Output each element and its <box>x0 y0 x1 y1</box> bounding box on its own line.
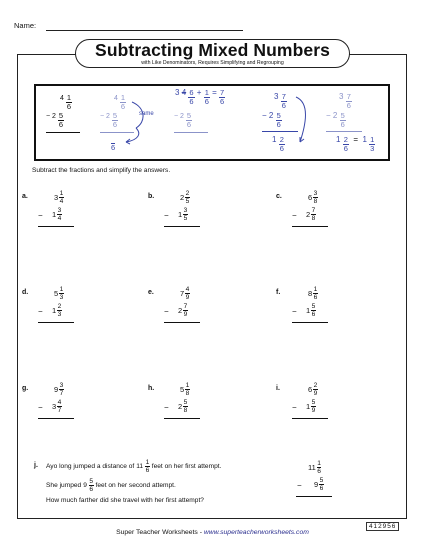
top-number: 5 $\frac{1}{8}$ <box>180 382 190 397</box>
top-number: 8 $\frac{1}{6}$ <box>308 286 318 301</box>
bottom-number: 1 $\frac{3}{5}$ <box>178 207 188 222</box>
top-number: 2 $\frac{2}{5}$ <box>180 190 190 205</box>
problem <box>164 382 212 424</box>
problem <box>164 286 212 328</box>
example-step4-bottom: − 2 $\frac{5}{6}$ <box>262 111 281 129</box>
example-step2-answer: 6 <box>111 135 115 152</box>
same-arrow-icon <box>122 100 152 146</box>
worksheet-code: 412956 <box>366 522 399 531</box>
problem <box>292 190 340 232</box>
minus-sign: − <box>292 211 297 220</box>
problem-label: a. <box>22 193 28 200</box>
problem-label: c. <box>276 193 282 200</box>
word-problem-line1: Ayo long jumped a distance of 11 $\frac{1}{6}$ feet on her first attempt. <box>46 458 222 474</box>
example-step2-bottom: − 2 $\frac{5}{6}$ <box>100 111 118 129</box>
problem <box>164 190 212 232</box>
example-step5-bottom: − 2 $\frac{5}{6}$ <box>326 111 345 129</box>
answer-line[interactable] <box>296 496 332 497</box>
top-number: 9 $\frac{3}{7}$ <box>54 382 64 397</box>
top-number: 3 $\frac{1}{4}$ <box>54 190 64 205</box>
minus-sign: − <box>164 403 169 412</box>
bottom-number: 1 $\frac{3}{4}$ <box>52 207 62 222</box>
bottom-number: 2 $\frac{7}{9}$ <box>178 303 188 318</box>
example-step4-top: 3 $\frac{7}{6}$ <box>274 92 286 110</box>
example-step4-answer: 1 $\frac{2}{6}$ <box>272 135 284 153</box>
example-step3-regroup: 3 4 $\frac{6}{6}$ + $\frac{1}{6}$ = $\frac{7}{6}$ <box>175 88 225 106</box>
bottom-number: 1 $\frac{5}{9}$ <box>306 399 316 414</box>
problem-label: f. <box>276 289 281 296</box>
problem <box>38 382 86 424</box>
minus-sign: − <box>38 403 43 412</box>
answer-line[interactable] <box>38 322 74 323</box>
problem-label: g. <box>22 385 29 392</box>
minus-sign: − <box>297 481 302 490</box>
word-problem <box>34 460 334 520</box>
minus-sign: − <box>292 403 297 412</box>
problem-label: h. <box>148 385 155 392</box>
bottom-number: 1 $\frac{5}{6}$ <box>306 303 316 318</box>
answer-line[interactable] <box>38 418 74 419</box>
problem <box>38 286 86 328</box>
answer-line[interactable] <box>38 226 74 227</box>
wp-top-number: 11 $\frac{1}{6}$ <box>308 460 321 475</box>
example-step1-top: 4 $\frac{1}{6}$ <box>60 93 72 111</box>
problem-label: d. <box>22 289 29 296</box>
word-problem-work <box>296 460 336 500</box>
answer-line[interactable] <box>292 418 328 419</box>
example-step2-top: 4 $\frac{1}{6}$ <box>114 93 126 111</box>
word-problem-question: How much farther did she travel with her first attempt? <box>46 497 204 504</box>
instructions: Subtract the fractions and simplify the answers. <box>32 167 171 174</box>
minus-sign: − <box>292 307 297 316</box>
problem <box>292 382 340 424</box>
example-box <box>34 84 390 161</box>
example-step3-line <box>174 132 208 133</box>
bottom-number: 2 $\frac{7}{8}$ <box>306 207 316 222</box>
example-step4-line <box>262 131 298 132</box>
problem-label: i. <box>276 385 280 392</box>
answer-line[interactable] <box>292 226 328 227</box>
problem <box>292 286 340 328</box>
minus-sign: − <box>164 211 169 220</box>
same-label: same <box>139 111 154 117</box>
footer-text: Super Teacher Worksheets - <box>116 529 204 536</box>
answer-line[interactable] <box>164 226 200 227</box>
example-step3-bottom: − 2 $\frac{5}{6}$ <box>174 111 192 129</box>
problem-label: e. <box>148 289 154 296</box>
bottom-number: 3 $\frac{4}{7}$ <box>52 399 62 414</box>
answer-line[interactable] <box>164 322 200 323</box>
page-subtitle: with Like Denominators, Requires Simplifying and Regrouping <box>141 60 284 66</box>
title-box <box>75 39 350 68</box>
footer-link[interactable]: www.superteacherworksheets.com <box>203 529 309 536</box>
example-step5-line <box>326 131 362 132</box>
problem-label: b. <box>148 193 155 200</box>
example-step5-answer: 1 $\frac{2}{6}$ = 1 $\frac{1}{3}$ <box>336 135 375 153</box>
wp-bottom-number: 9 $\frac{5}{6}$ <box>314 477 324 492</box>
answer-line[interactable] <box>292 322 328 323</box>
top-number: 6 $\frac{2}{9}$ <box>308 382 318 397</box>
word-problem-line2: She jumped 9 $\frac{5}{6}$ feet on her second attempt. <box>46 477 176 493</box>
answer-line[interactable] <box>164 418 200 419</box>
example-step5-top: 3 $\frac{7}{6}$ <box>339 92 351 110</box>
name-label: Name: <box>14 21 37 30</box>
bottom-number: 2 $\frac{5}{8}$ <box>178 399 188 414</box>
top-number: 6 $\frac{3}{8}$ <box>308 190 318 205</box>
minus-sign: − <box>164 307 169 316</box>
problem <box>38 190 86 232</box>
example-step1-bottom: − 2 $\frac{5}{6}$ <box>46 111 64 129</box>
page-title: Subtracting Mixed Numbers <box>95 40 330 60</box>
regroup-arrow-icon <box>294 94 312 146</box>
minus-sign: − <box>38 307 43 316</box>
name-line[interactable] <box>46 30 243 31</box>
problem-label: j. <box>34 462 38 469</box>
top-number: 5 $\frac{1}{3}$ <box>54 286 64 301</box>
top-number: 7 $\frac{4}{9}$ <box>180 286 190 301</box>
bottom-number: 1 $\frac{2}{3}$ <box>52 303 62 318</box>
footer <box>0 529 425 536</box>
minus-sign: − <box>38 211 43 220</box>
example-step1-line <box>46 132 80 133</box>
